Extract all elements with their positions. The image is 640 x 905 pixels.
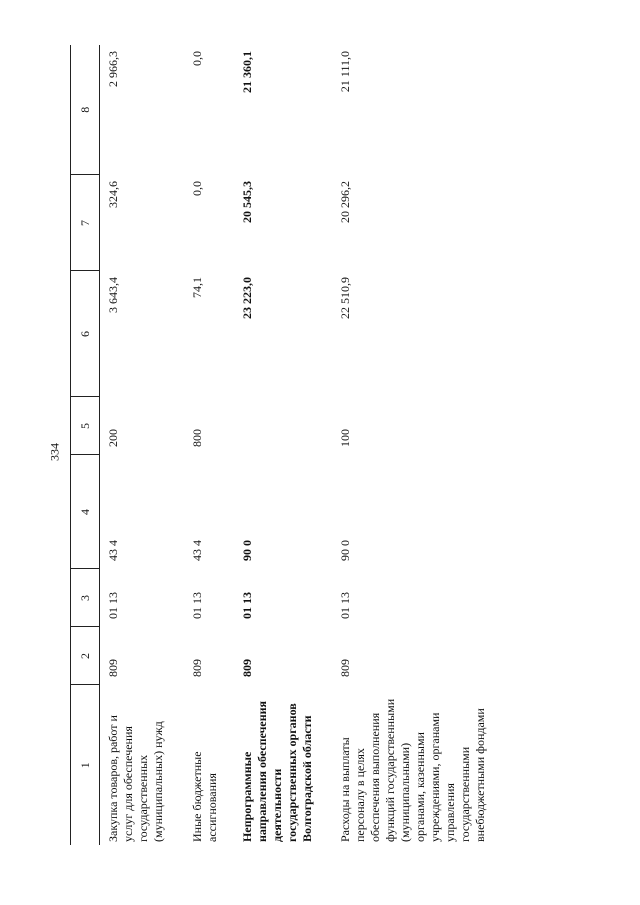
cell-col2: 809 [240,659,254,677]
cell-col2: 809 [338,659,352,677]
cell-col4: 90 0 [240,540,254,561]
header-row [71,45,100,845]
cell-col5: 800 [190,429,204,447]
table-row [100,45,185,845]
column-header-3: 3 [71,569,100,627]
cell-col8: 21 111,0 [338,51,352,93]
cell-col4: 43 4 [106,540,120,561]
cell-col6: 74,1 [190,277,204,298]
cell-col5: 100 [338,429,352,447]
budget-table [70,45,500,845]
column-header-5: 5 [71,397,100,455]
column-header-6: 6 [71,271,100,397]
row-name: Закупка товаров, работ и услуг для обеспечения государственных (муниципальных) нужд [106,715,165,842]
cell-col2: 809 [190,659,204,677]
row-name: Иные бюджетные ассигнования [190,751,219,842]
cell-col3: 01 13 [240,592,254,619]
cell-col4: 43 4 [190,540,204,561]
column-header-8: 8 [71,45,100,175]
cell-col8: 0,0 [190,51,204,66]
cell-col5 [234,397,332,455]
cell-col5: 200 [106,429,120,447]
cell-col4: 90 0 [338,540,352,561]
table-row [332,45,500,845]
row-name: Расходы на выплаты персоналу в целях обеспечения выполнения функций государственными (муниципальными) органами, казенными учреждениями, органами управления государственными внебюджетными фондами [338,698,487,842]
table-row [184,45,234,845]
cell-col6: 22 510,9 [338,277,352,319]
cell-col8: 2 966,3 [106,51,120,87]
rotated-page-content [70,45,540,845]
cell-col7: 0,0 [190,181,204,196]
cell-col3: 01 13 [338,592,352,619]
cell-col2: 809 [106,659,120,677]
page-number: 334 [47,443,62,461]
cell-col3: 01 13 [106,592,120,619]
column-header-7: 7 [71,175,100,271]
cell-col3: 01 13 [190,592,204,619]
cell-col7: 324,6 [106,181,120,208]
column-header-4: 4 [71,455,100,569]
column-header-2: 2 [71,627,100,685]
cell-col6: 3 643,4 [106,277,120,313]
table-row [234,45,332,845]
cell-col6: 23 223,0 [240,277,254,319]
cell-col8: 21 360,1 [240,51,254,93]
cell-col7: 20 296,2 [338,181,352,223]
column-header-1: 1 [71,685,100,845]
row-name: Непрограммные направления обеспечения деятельности государственных органов Волгоградской области [240,700,314,842]
cell-col7: 20 545,3 [240,181,254,223]
